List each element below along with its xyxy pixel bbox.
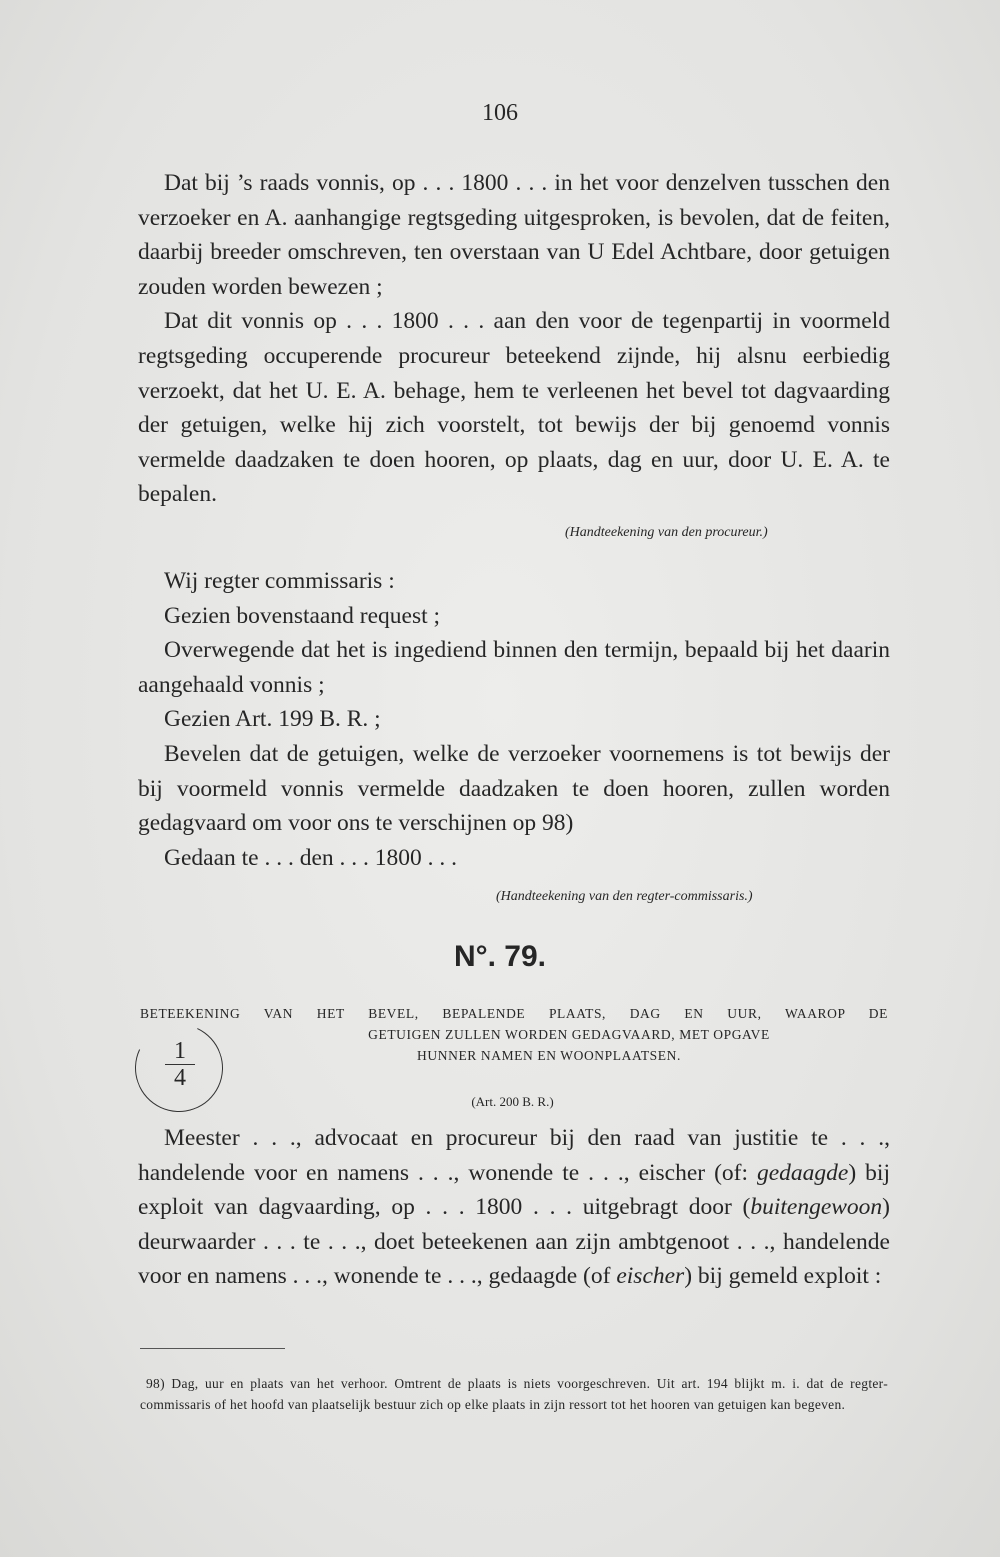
text-run: ) deurwaarder . . . te . . ., doet beteekenen aan zijn ambtgenoot . . ., handelende voor en namens . . ., wonende te . . ., gedaagde (of — [138, 1194, 890, 1290]
paragraph: Gedaan te . . . den . . . 1800 . . . — [164, 844, 458, 871]
footnote — [140, 1373, 888, 1415]
paragraph: Wij regter commissaris : — [164, 568, 395, 594]
paragraph: Bevelen dat de getuigen, welke de verzoeker voornemens is tot bewijs der bij voormeld vonnis vermelde daadzaken te doen hooren, zullen worden gedagvaard om voor ons te verschijnen op 98) — [138, 740, 890, 837]
page-number: 106 — [482, 100, 518, 126]
stamp-denominator: 4 — [174, 1065, 186, 1091]
text-run: ) bij gemeld exploit : — [684, 1263, 882, 1290]
stamp-numerator: 1 — [165, 1038, 195, 1065]
form-title-line: BETEEKENING VAN HET BEVEL, BEPALENDE PLAATS, DAG EN UUR, WAAROP DE — [140, 1006, 888, 1021]
footnote-text: 98) Dag, uur en plaats van het verhoor. Omtrent de plaats is niets voorgeschreven. Uit art. 194 blijkt m. i. dat de regter-commissaris of het hoofd van plaatselijk bestuur zich op elke plaats in zijn ressort tot het hooren van getuigen kan begeven. — [140, 1376, 888, 1412]
paragraph: Dat bij ’s raads vonnis, op . . . 1800 . . . in het voor denzelven tusschen den verzoeker en A. aanhangige regtsgeding uitgesproken, is bevolen, dat de feiten, daarbij breeder omschreven, ten overstaan van U Edel Achtbare, door getuigen zouden worden bewezen ; — [138, 170, 890, 300]
paragraph: Dat dit vonnis op . . . 1800 . . . aan den voor de tegenpartij in voormeld regtsgeding occuperende procureur beteekend zijnde, hij alsnu eerbiedig verzoekt, dat het U. E. A. behage, hem te verleenen het bevel tot dagvaarding der getuigen, welke hij zich voorstelt, tot bewijs der bij genoemd vonnis vermelde daadzaken te doen hooren, op plaats, dag en uur, door U. E. A. te bepalen. — [138, 308, 890, 508]
paragraph: Gezien Art. 199 B. R. ; — [164, 706, 381, 733]
paragraph: Overwegende dat het is ingediend binnen den termijn, bepaald bij het daarin aangehaald vonnis ; — [138, 637, 890, 698]
form-number-heading: N°. 79. — [453, 940, 547, 973]
signature-commissaris: (Handteekening van den regter-commissaris.) — [496, 889, 753, 904]
service-text — [138, 1121, 890, 1294]
footnote-divider — [140, 1348, 285, 1349]
commissioner-text — [138, 564, 890, 875]
text-run: ) bij exploit van dagvaarding, op . . . 1800 . . . uitgebragt door ( — [138, 1159, 890, 1221]
request-text — [138, 166, 890, 512]
paragraph: Gezien bovenstaand request ; — [164, 602, 441, 629]
stamp-fraction — [165, 1038, 195, 1091]
form-title-line: HUNNER NAMEN EN WOONPLAATSEN. — [417, 1048, 681, 1063]
italic-run: eischer — [616, 1263, 685, 1290]
form-title — [140, 1003, 888, 1066]
italic-run: buitengewoon — [750, 1194, 883, 1221]
paragraph — [138, 1121, 890, 1294]
form-title-line: GETUIGEN ZULLEN WORDEN GEDAGVAARD, MET OPGAVE — [368, 1027, 770, 1042]
italic-run: gedaagde — [757, 1159, 849, 1186]
article-reference: (Art. 200 B. R.) — [471, 1094, 554, 1109]
signature-procureur: (Handteekening van den procureur.) — [565, 525, 768, 540]
text-run: Meester . . ., advocaat en procureur bij den raad van justitie te . . ., handelende voor en namens . . ., wonende te . . ., eischer (of: — [138, 1125, 890, 1186]
